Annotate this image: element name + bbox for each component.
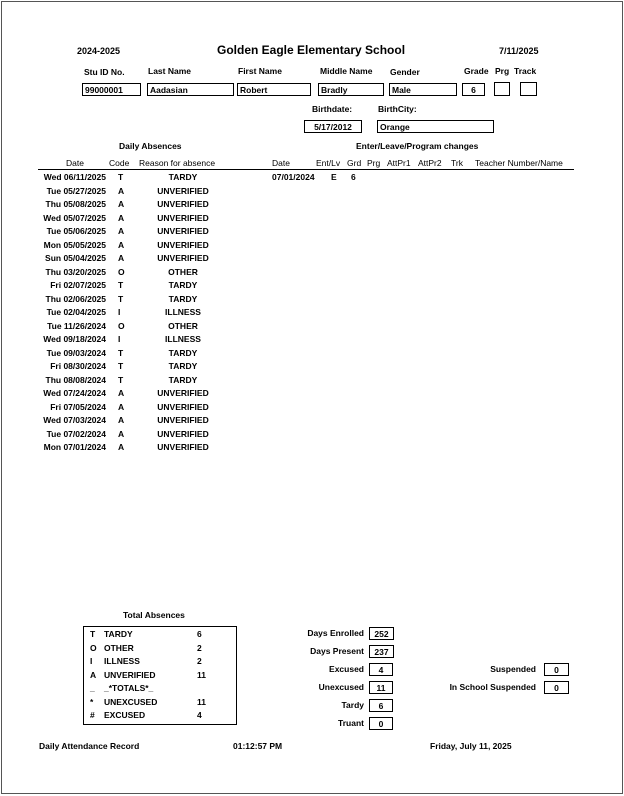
total-absence-row	[84, 642, 234, 655]
absence-row	[38, 333, 228, 346]
absences-col-code: Code	[109, 158, 130, 168]
days-present-value: 237	[369, 645, 394, 658]
truant-value: 0	[369, 717, 393, 730]
absence-date: Wed 07/24/2024	[43, 388, 106, 398]
absence-code: A	[118, 226, 125, 236]
absence-date: Fri 08/30/2024	[50, 361, 106, 371]
absence-code: T	[118, 280, 124, 290]
absence-reason: OTHER	[168, 320, 198, 331]
absence-reason: UNVERIFIED	[157, 253, 209, 263]
tardy-value: 6	[369, 699, 393, 712]
absence-row	[38, 320, 228, 333]
absence-date: Sun 05/04/2025	[45, 253, 106, 263]
total-count: 2	[197, 656, 202, 666]
absence-row	[38, 239, 228, 252]
change-entlv: E	[331, 172, 337, 182]
changes-col-entlv: Ent/Lv	[316, 158, 341, 168]
absence-row	[38, 225, 228, 238]
birthcity-field: Orange	[377, 120, 494, 133]
excused-label: Excused	[329, 664, 364, 674]
suspended-label: Suspended	[490, 664, 536, 674]
total-absences-title: Total Absences	[123, 610, 185, 620]
absence-row	[38, 441, 228, 454]
unexcused-value: 11	[369, 681, 393, 694]
total-code: T	[90, 629, 96, 639]
absence-code: A	[118, 239, 125, 250]
gender-label: Gender	[390, 67, 420, 77]
absence-reason: UNVERIFIED	[157, 415, 209, 425]
total-absences-box	[83, 626, 237, 725]
report-name: Daily Attendance Record	[39, 741, 140, 751]
absence-reason: UNVERIFIED	[157, 442, 209, 452]
absence-row	[38, 414, 228, 427]
total-label: TARDY	[104, 629, 133, 639]
absence-row	[38, 279, 228, 292]
absence-code: A	[118, 185, 125, 196]
daily-absences-title: Daily Absences	[119, 141, 182, 151]
absence-reason: UNVERIFIED	[157, 239, 209, 250]
total-code: _	[90, 683, 95, 693]
absence-row	[38, 428, 228, 441]
tardy-label: Tardy	[341, 700, 364, 710]
changes-col-attpr1: AttPr1	[387, 158, 411, 168]
excused-value: 4	[369, 663, 393, 676]
absence-date: Tue 11/26/2024	[47, 320, 106, 331]
absences-col-date: Date	[66, 158, 84, 168]
absence-row	[38, 347, 228, 360]
absence-date: Tue 02/04/2025	[46, 307, 106, 317]
change-grade: 6	[351, 172, 356, 182]
changes-col-attpr2: AttPr2	[418, 158, 442, 168]
total-label: UNEXCUSED	[104, 696, 158, 707]
absence-code: A	[118, 253, 125, 263]
track-field	[520, 82, 537, 96]
absence-code: A	[118, 388, 125, 398]
absence-reason: OTHER	[168, 266, 198, 277]
absence-reason: TARDY	[168, 374, 198, 385]
change-row	[272, 171, 372, 184]
absence-date: Tue 05/06/2025	[46, 226, 106, 236]
absence-row	[38, 293, 228, 306]
changes-col-date: Date	[272, 158, 290, 168]
absence-reason: TARDY	[168, 347, 198, 358]
absence-code: I	[118, 307, 121, 317]
birthcity-label: BirthCity:	[378, 104, 417, 114]
absence-code: T	[118, 374, 124, 385]
absence-reason: ILLNESS	[165, 307, 201, 317]
absence-row	[38, 212, 228, 225]
report-page	[1, 1, 623, 794]
total-label: UNVERIFIED	[104, 669, 156, 680]
absence-date: Wed 07/03/2024	[43, 415, 106, 425]
absence-row	[38, 360, 228, 373]
absence-date: Tue 07/02/2024	[46, 428, 106, 439]
total-label: ILLNESS	[104, 656, 140, 666]
absence-date: Tue 09/03/2024	[46, 347, 106, 358]
change-date: 07/01/2024	[272, 172, 315, 182]
total-label: _*TOTALS*_	[104, 683, 154, 693]
grade-field: 6	[462, 83, 485, 96]
total-count: 2	[197, 642, 202, 653]
absence-date: Wed 06/11/2025	[43, 172, 106, 182]
prg-label: Prg	[495, 66, 510, 76]
absence-date: Mon 05/05/2025	[43, 239, 106, 250]
absence-date: Fri 07/05/2024	[50, 401, 106, 412]
total-absence-row	[84, 696, 234, 709]
absence-date: Thu 05/08/2025	[45, 199, 106, 209]
grade-label: Grade	[464, 66, 489, 76]
absence-reason: UNVERIFIED	[157, 185, 209, 196]
absence-code: A	[118, 428, 125, 439]
total-absence-row	[84, 682, 234, 695]
absence-date: Fri 02/07/2025	[50, 280, 106, 290]
absence-code: A	[118, 442, 125, 452]
prg-field	[494, 82, 510, 96]
absence-row	[38, 252, 228, 265]
absence-code: T	[118, 347, 124, 358]
absence-row	[38, 266, 228, 279]
absence-row	[38, 401, 228, 414]
absence-row	[38, 171, 228, 184]
school-year: 2024-2025	[77, 46, 121, 56]
absence-date: Tue 05/27/2025	[46, 185, 106, 196]
absence-reason: TARDY	[168, 172, 198, 182]
track-label: Track	[514, 66, 537, 76]
truant-label: Truant	[338, 718, 364, 728]
school-name: Golden Eagle Elementary School	[217, 43, 406, 57]
stu-id-field: 99000001	[82, 83, 141, 96]
changes-col-teacher: Teacher Number/Name	[475, 158, 563, 168]
days-enrolled-label: Days Enrolled	[307, 628, 364, 638]
report-time: 01:12:57 PM	[233, 741, 283, 751]
total-count: 11	[197, 696, 206, 707]
changes-col-prg: Prg	[367, 158, 381, 168]
absence-reason: UNVERIFIED	[157, 199, 209, 209]
absence-date: Thu 02/06/2025	[45, 293, 106, 304]
last-name-field: Aadasian	[147, 83, 234, 96]
absence-code: O	[118, 320, 125, 331]
total-count: 6	[197, 629, 202, 639]
total-code: *	[90, 696, 94, 707]
absence-row	[38, 374, 228, 387]
total-code: #	[90, 710, 95, 720]
absence-reason: UNVERIFIED	[157, 388, 209, 398]
absence-row	[38, 387, 228, 400]
absence-code: A	[118, 212, 125, 223]
absence-reason: UNVERIFIED	[157, 212, 209, 223]
absence-code: T	[118, 361, 124, 371]
absences-col-reason: Reason for absence	[139, 158, 216, 168]
absence-date: Wed 05/07/2025	[43, 212, 106, 223]
first-name-label: First Name	[238, 66, 282, 76]
absence-date: Thu 08/08/2024	[45, 374, 106, 385]
absence-reason: UNVERIFIED	[157, 401, 209, 412]
absence-reason: ILLNESS	[165, 334, 201, 344]
absence-date: Mon 07/01/2024	[43, 442, 106, 452]
in-school-suspended-label: In School Suspended	[449, 682, 536, 692]
absence-reason: TARDY	[168, 293, 198, 304]
absence-reason: UNVERIFIED	[157, 226, 209, 236]
first-name-field: Robert	[237, 83, 311, 96]
absence-row	[38, 198, 228, 211]
changes-col-grd: Grd	[347, 158, 362, 168]
days-enrolled-value: 252	[369, 627, 394, 640]
absence-reason: TARDY	[168, 361, 198, 371]
absence-reason: TARDY	[168, 280, 198, 290]
changes-col-trk: Trk	[451, 158, 463, 168]
report-date: Friday, July 11, 2025	[430, 741, 512, 751]
total-count: 11	[197, 669, 206, 680]
absence-date: Thu 03/20/2025	[45, 266, 106, 277]
stu-id-label: Stu ID No.	[84, 67, 125, 77]
absence-row	[38, 185, 228, 198]
absence-code: A	[118, 199, 125, 209]
absence-reason: UNVERIFIED	[157, 428, 209, 439]
total-count: 4	[197, 710, 202, 720]
absence-code: O	[118, 266, 125, 277]
total-code: O	[90, 642, 97, 653]
enter-leave-title: Enter/Leave/Program changes	[356, 141, 479, 151]
last-name-label: Last Name	[148, 66, 191, 76]
total-code: I	[90, 656, 93, 666]
absence-date: Wed 09/18/2024	[43, 334, 106, 344]
days-present-label: Days Present	[310, 646, 364, 656]
total-label: EXCUSED	[104, 710, 146, 720]
total-code: A	[90, 669, 97, 680]
print-date: 7/11/2025	[499, 46, 539, 56]
total-absence-row	[84, 669, 234, 682]
in-school-suspended-value: 0	[544, 681, 569, 694]
total-absence-row	[84, 655, 234, 668]
total-label: OTHER	[104, 642, 134, 653]
absence-code: A	[118, 401, 125, 412]
absence-row	[38, 306, 228, 319]
total-absence-row	[84, 709, 234, 722]
suspended-value: 0	[544, 663, 569, 676]
birthdate-field: 5/17/2012	[304, 120, 362, 133]
absence-code: T	[118, 293, 124, 304]
total-absence-row	[84, 628, 234, 641]
middle-name-field: Bradly	[318, 83, 384, 96]
middle-name-label: Middle Name	[320, 66, 373, 76]
header-divider	[38, 169, 574, 170]
unexcused-label: Unexcused	[318, 682, 364, 692]
absence-code: T	[118, 172, 124, 182]
gender-field: Male	[389, 83, 457, 96]
absence-code: A	[118, 415, 125, 425]
absence-code: I	[118, 334, 121, 344]
birthdate-label: Birthdate:	[312, 104, 353, 114]
